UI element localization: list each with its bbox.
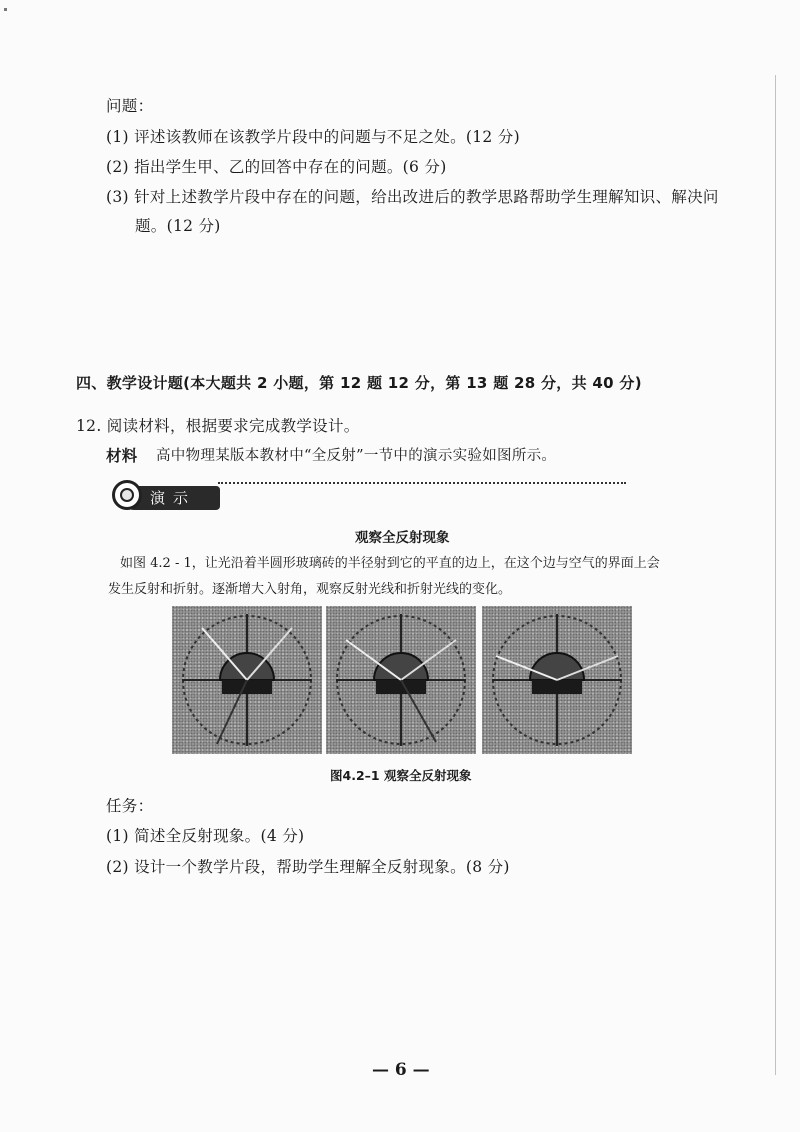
demo-body-line-1: 如图 4.2 - 1，让光沿着半圆形玻璃砖的半径射到它的平直的边上，在这个边与空气的界面上会 — [120, 556, 660, 571]
task-label: 任务： — [106, 797, 154, 815]
material-text: 高中物理某版本教材中“全反射”一节中的演示实验如图所示。 — [156, 448, 557, 464]
figure-photo-3 — [482, 606, 632, 754]
demo-badge — [112, 480, 220, 512]
problem-label: 问题： — [106, 97, 154, 115]
problem-item-1: (1) 评述该教师在该教学片段中的问题与不足之处。(12 分) — [106, 128, 520, 146]
page-number: — 6 — — [372, 1060, 430, 1080]
task-item-2: (2) 设计一个教学片段，帮助学生理解全反射现象。(8 分) — [106, 858, 510, 876]
problem-item-2: (2) 指出学生甲、乙的回答中存在的问题。(6 分) — [106, 158, 447, 176]
task-item-1: (1) 简述全反射现象。(4 分) — [106, 827, 305, 845]
scan-artifact — [4, 8, 7, 11]
demo-badge-label: 演示 — [150, 489, 197, 507]
demo-circle-icon — [112, 480, 142, 510]
section-heading: 四、教学设计题(本大题共 2 小题，第 12 题 12 分，第 13 题 28 分，共 40 分) — [76, 374, 642, 392]
demo-title: 观察全反射现象 — [355, 530, 450, 546]
question-12-prompt: 12. 阅读材料，根据要求完成教学设计。 — [76, 417, 360, 435]
figure-caption: 图4.2–1 观察全反射现象 — [330, 768, 472, 783]
material-label: 材料 — [106, 447, 138, 465]
demo-body-line-2: 发生反射和折射。逐渐增大入射角，观察反射光线和折射光线的变化。 — [108, 582, 512, 597]
problem-item-3: (3) 针对上述教学片段中存在的问题，给出改进后的教学思路帮助学生理解知识、解决问 — [106, 188, 719, 206]
figure-photo-2 — [326, 606, 476, 754]
problem-item-3-cont: 题。(12 分) — [135, 217, 221, 235]
divider — [218, 482, 626, 484]
figure-photo-1 — [172, 606, 322, 754]
scan-edge-line — [775, 75, 776, 1075]
